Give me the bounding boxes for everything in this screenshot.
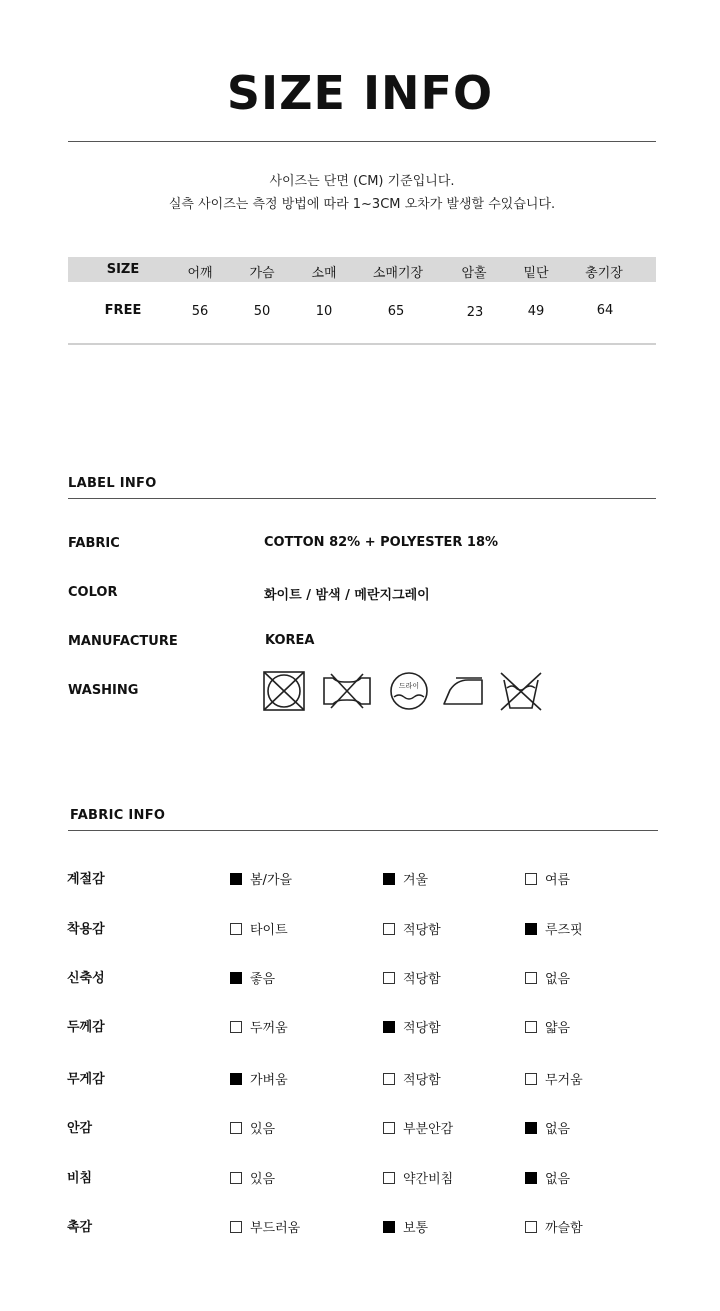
fabric-option — [230, 919, 288, 938]
unchecked-box-icon — [525, 1221, 537, 1233]
checked-box-icon — [525, 923, 537, 935]
fabric-option — [383, 1168, 453, 1187]
size-table-bottom-rule — [68, 343, 656, 345]
fabric-info-heading: FABRIC INFO — [70, 808, 166, 823]
fabric-option-label: 봄/가을 — [250, 873, 293, 888]
fabric-row-label: 계절감 — [67, 872, 105, 887]
unchecked-box-icon — [230, 1122, 242, 1134]
fabric-option-label: 부드러움 — [250, 1221, 301, 1236]
fabric-option — [383, 1069, 441, 1088]
unchecked-box-icon — [383, 1122, 395, 1134]
fabric-option — [383, 1017, 441, 1036]
fabric-row-label: 무게감 — [67, 1072, 105, 1087]
size-table-header — [68, 257, 656, 282]
fabric-info-divider — [68, 830, 658, 831]
dry-clean-text: 드라이 — [398, 682, 420, 690]
fabric-row-label: 착용감 — [67, 922, 105, 937]
fabric-option-label: 없음 — [545, 972, 571, 987]
fabric-option — [525, 1217, 583, 1236]
size-cell: FREE — [104, 303, 142, 318]
fabric-option — [383, 968, 441, 987]
size-header-cell: 소매기장 — [372, 266, 424, 281]
manufacture-value: KOREA — [265, 633, 315, 648]
checked-box-icon — [383, 1021, 395, 1033]
fabric-option-label: 가벼움 — [250, 1073, 288, 1088]
unchecked-box-icon — [525, 1021, 537, 1033]
unchecked-box-icon — [383, 1073, 395, 1085]
size-header-cell: 가슴 — [249, 266, 275, 281]
washing-label: WASHING — [68, 683, 139, 698]
table-row — [68, 303, 656, 323]
fabric-option — [525, 968, 570, 987]
label-info-heading: LABEL INFO — [68, 476, 157, 491]
fabric-option — [525, 869, 570, 888]
fabric-option-label: 얇음 — [545, 1021, 571, 1036]
size-header-cell: 소매 — [311, 266, 337, 281]
fabric-option — [230, 1168, 275, 1187]
checked-box-icon — [525, 1122, 537, 1134]
fabric-option — [230, 1069, 288, 1088]
fabric-option — [525, 1069, 583, 1088]
fabric-option — [230, 1017, 288, 1036]
size-note-1: 사이즈는 단면 (CM) 기준입니다. — [269, 174, 455, 189]
checked-box-icon — [230, 873, 242, 885]
unchecked-box-icon — [230, 1021, 242, 1033]
unchecked-box-icon — [525, 972, 537, 984]
dry-clean-icon — [388, 670, 430, 712]
unchecked-box-icon — [525, 873, 537, 885]
unchecked-box-icon — [383, 972, 395, 984]
size-cell: 56 — [191, 304, 209, 319]
fabric-option — [230, 1118, 275, 1137]
unchecked-box-icon — [383, 1172, 395, 1184]
size-header-cell: SIZE — [106, 262, 140, 277]
fabric-option — [525, 1118, 570, 1137]
checked-box-icon — [230, 1073, 242, 1085]
fabric-option — [525, 919, 583, 938]
fabric-option-label: 루즈핏 — [545, 923, 583, 938]
no-bleach-icon — [321, 670, 373, 712]
manufacture-label: MANUFACTURE — [68, 634, 178, 649]
no-wash-icon — [262, 670, 306, 712]
size-header-cell: 밑단 — [523, 266, 549, 281]
fabric-option-label: 좋음 — [250, 972, 276, 987]
fabric-option-label: 없음 — [545, 1172, 571, 1187]
fabric-option-label: 약간비침 — [403, 1172, 454, 1187]
no-hand-wash-icon — [498, 670, 544, 712]
unchecked-box-icon — [230, 1221, 242, 1233]
size-header-cell: 총기장 — [585, 266, 623, 281]
label-info-divider — [68, 498, 656, 499]
fabric-row-label: 안감 — [67, 1121, 93, 1136]
fabric-row-label: 촉감 — [67, 1220, 93, 1235]
fabric-option-label: 적당함 — [403, 923, 441, 938]
iron-icon — [442, 670, 488, 712]
size-note-2: 실측 사이즈는 측정 방법에 따라 1~3CM 오차가 발생할 수있습니다. — [168, 197, 556, 212]
fabric-option-label: 부분안감 — [403, 1122, 454, 1137]
fabric-option-label: 있음 — [250, 1172, 276, 1187]
fabric-option-label: 적당함 — [403, 1073, 441, 1088]
fabric-option — [383, 1217, 428, 1236]
fabric-option-label: 까슬함 — [545, 1221, 583, 1236]
fabric-option-label: 겨울 — [403, 873, 429, 888]
fabric-option-label: 여름 — [545, 873, 571, 888]
fabric-option-label: 보통 — [403, 1221, 429, 1236]
size-cell: 65 — [387, 304, 405, 319]
fabric-option-label: 타이트 — [250, 923, 288, 938]
fabric-option — [230, 968, 275, 987]
fabric-option — [525, 1168, 570, 1187]
unchecked-box-icon — [230, 923, 242, 935]
size-cell: 10 — [315, 304, 333, 319]
fabric-option — [525, 1017, 570, 1036]
fabric-option — [383, 919, 441, 938]
fabric-label: FABRIC — [68, 536, 120, 551]
unchecked-box-icon — [525, 1073, 537, 1085]
checked-box-icon — [230, 972, 242, 984]
checked-box-icon — [383, 1221, 395, 1233]
fabric-option — [383, 869, 428, 888]
size-header-cell: 어깨 — [187, 266, 213, 281]
fabric-option — [383, 1118, 453, 1137]
size-cell: 23 — [466, 305, 484, 320]
fabric-option-label: 두꺼움 — [250, 1021, 288, 1036]
title-divider — [68, 141, 656, 142]
fabric-option-label: 있음 — [250, 1122, 276, 1137]
fabric-option-label: 적당함 — [403, 1021, 441, 1036]
fabric-value: COTTON 82% + POLYESTER 18% — [264, 535, 499, 550]
fabric-option-label: 적당함 — [403, 972, 441, 987]
fabric-row-label: 비침 — [67, 1171, 93, 1186]
fabric-option-label: 없음 — [545, 1122, 571, 1137]
checked-box-icon — [525, 1172, 537, 1184]
size-cell: 50 — [253, 304, 271, 319]
fabric-row-label: 두께감 — [67, 1020, 105, 1035]
fabric-option — [230, 869, 292, 888]
size-cell: 49 — [527, 304, 545, 319]
size-header-cell: 암홀 — [461, 266, 487, 281]
size-cell: 64 — [596, 303, 614, 318]
color-value: 화이트 / 밤색 / 메란지그레이 — [264, 588, 430, 603]
unchecked-box-icon — [383, 923, 395, 935]
checked-box-icon — [383, 873, 395, 885]
fabric-option-label: 무거움 — [545, 1073, 583, 1088]
color-label: COLOR — [68, 585, 118, 600]
fabric-option — [230, 1217, 300, 1236]
unchecked-box-icon — [230, 1172, 242, 1184]
fabric-row-label: 신축성 — [67, 971, 105, 986]
page-title: SIZE INFO — [226, 66, 494, 120]
